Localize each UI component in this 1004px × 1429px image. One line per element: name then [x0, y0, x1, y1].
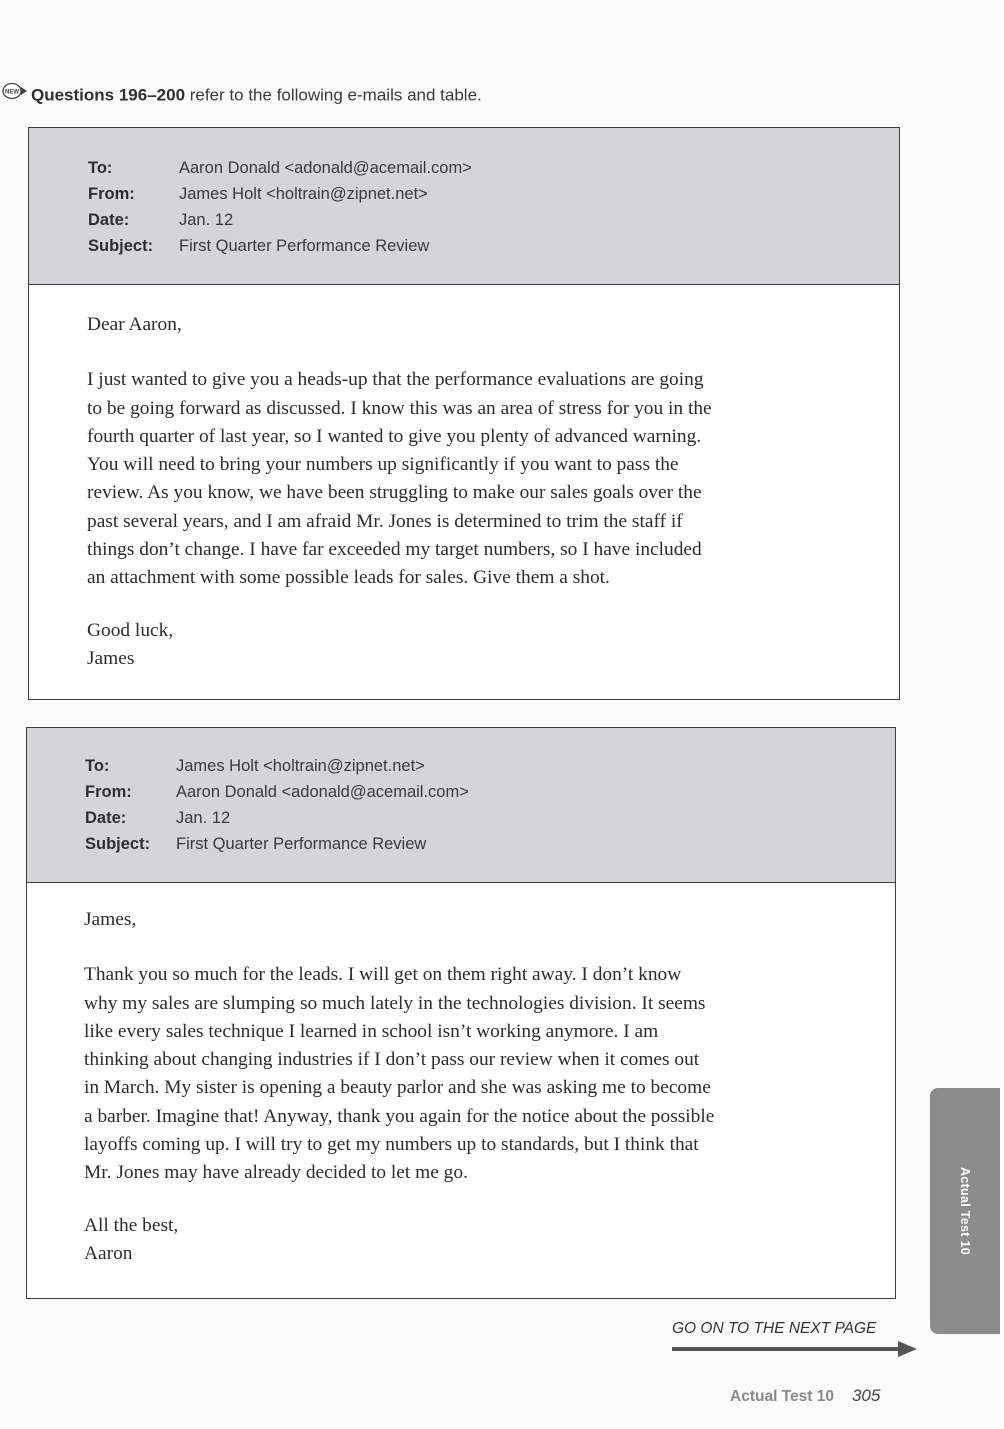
email-1-line: past several years, and I am afraid Mr. Jones is determined to trim the staff if: [87, 510, 683, 532]
email-1-line: to be going forward as discussed. I know this was an area of stress for you in the: [87, 397, 712, 419]
email-1-line: You will need to bring your numbers up significantly if you want to pass the: [87, 454, 679, 476]
email-2-line: why my sales are slumping so much lately in the technologies division. It seems: [84, 992, 706, 1014]
new-badge-icon: [2, 82, 28, 106]
email-1-subject-value: First Quarter Performance Review: [179, 237, 430, 255]
email-2-subject-row: [27, 831, 895, 857]
email-1-subject-row: [29, 233, 899, 259]
email-1-from-label: From:: [88, 185, 135, 203]
next-page-cue: GO ON TO THE NEXT PAGE: [672, 1320, 877, 1337]
email-2-line: Thank you so much for the leads. I will get on them right away. I don’t know: [84, 964, 682, 986]
email-1-to-label: To:: [88, 159, 113, 177]
email-2-date-label: Date:: [85, 809, 127, 827]
email-1-signoff: [87, 617, 859, 674]
email-2-line: thinking about changing industries if I don’t pass our review when it comes out: [84, 1049, 700, 1071]
email-1-body: [29, 285, 899, 673]
email-2: [26, 727, 896, 1299]
email-1-header: [29, 128, 899, 285]
email-2-line: Mr. Jones may have already decided to let me go.: [84, 1162, 468, 1184]
email-1-line: things don’t change. I have far exceeded my target numbers, so I have included: [87, 539, 702, 561]
email-1-line: an attachment with some possible leads for sales. Give them a shot.: [87, 567, 610, 589]
email-2-line: like every sales technique I learned in school isn’t working anymore. I am: [84, 1020, 659, 1042]
email-1-signature: James: [87, 647, 135, 669]
email-2-from-label: From:: [85, 783, 132, 801]
email-1-date-label: Date:: [88, 211, 130, 229]
questions-header: [2, 84, 482, 108]
email-2-header: [27, 728, 895, 883]
email-2-line: a barber. Imagine that! Anyway, thank you again for the notice about the possible: [84, 1105, 715, 1127]
email-2-date-value: Jan. 12: [176, 809, 231, 827]
questions-instructions: refer to the following e-mails and table.: [185, 85, 482, 105]
email-1-greeting: Dear Aaron,: [87, 314, 182, 335]
email-1-line: I just wanted to give you a heads-up that the performance evaluations are going: [87, 369, 704, 391]
email-2-paragraph: [84, 961, 855, 1187]
email-1-paragraph: [87, 366, 859, 592]
email-1: [28, 127, 900, 700]
email-1-line: review. As you know, we have been struggling to make our sales goals over the: [87, 482, 702, 504]
email-2-from-value: Aaron Donald <adonald@acemail.com>: [176, 783, 469, 801]
email-2-subject-value: First Quarter Performance Review: [176, 835, 427, 853]
email-2-body: [27, 883, 895, 1268]
email-1-subject-label: Subject:: [88, 237, 154, 255]
section-side-tab: [930, 1088, 1000, 1334]
email-2-subject-label: Subject:: [85, 835, 151, 853]
questions-range: Questions 196–200: [31, 85, 186, 105]
section-side-tab-label: Actual Test 10: [958, 1166, 972, 1256]
email-2-signature: Aaron: [84, 1242, 133, 1264]
email-2-closing: All the best,: [84, 1214, 179, 1236]
email-1-date-row: [29, 207, 899, 233]
email-2-from-row: [27, 779, 895, 805]
email-1-from-value: James Holt <holtrain@zipnet.net>: [179, 185, 428, 203]
email-2-line: layoffs coming up. I will try to get my numbers up to standards, but I think that: [84, 1134, 699, 1156]
page-footer: [730, 1386, 880, 1406]
email-2-line: in March. My sister is opening a beauty parlor and she was asking me to become: [84, 1077, 711, 1099]
email-2-signoff: [84, 1212, 855, 1269]
page-number: 305: [851, 1386, 881, 1405]
email-1-line: fourth quarter of last year, so I wanted to give you plenty of advanced warning.: [87, 425, 702, 447]
email-2-to-value: James Holt <holtrain@zipnet.net>: [176, 757, 425, 775]
email-2-to-label: To:: [85, 757, 110, 775]
email-1-from-row: [29, 181, 899, 207]
email-1-to-row: [29, 155, 899, 181]
email-2-to-row: [27, 753, 895, 779]
new-badge-text: NEW: [5, 89, 19, 96]
footer-test-label: Actual Test 10: [730, 1388, 834, 1405]
arrow-right-icon: [672, 1340, 918, 1363]
email-1-to-value: Aaron Donald <adonald@acemail.com>: [179, 159, 472, 177]
email-2-date-row: [27, 805, 895, 831]
email-2-greeting: James,: [84, 909, 137, 930]
email-1-closing: Good luck,: [87, 619, 174, 641]
email-1-date-value: Jan. 12: [179, 211, 234, 229]
